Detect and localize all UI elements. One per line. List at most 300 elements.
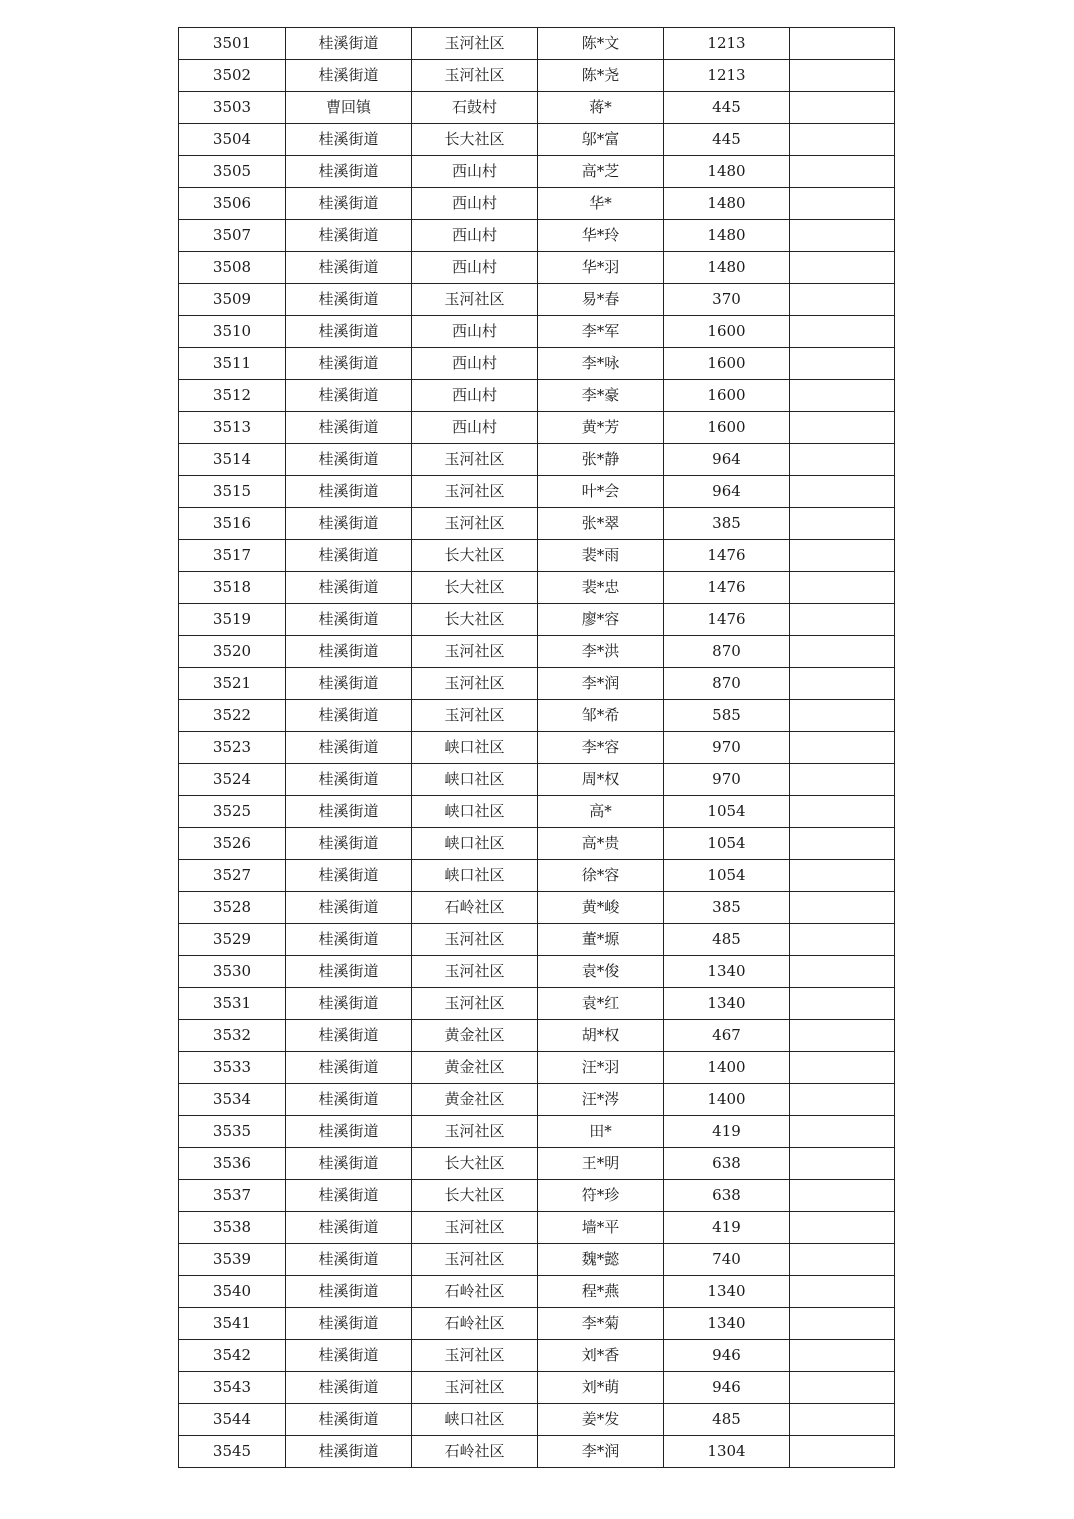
community-cell: 玉河社区 (412, 700, 538, 732)
remark-cell (790, 732, 895, 764)
serial-number-cell: 3542 (179, 1340, 286, 1372)
serial-number-cell: 3543 (179, 1372, 286, 1404)
remark-cell (790, 412, 895, 444)
community-cell: 石鼓村 (412, 92, 538, 124)
community-cell: 峡口社区 (412, 796, 538, 828)
town-cell: 桂溪街道 (286, 988, 412, 1020)
town-cell: 桂溪街道 (286, 796, 412, 828)
amount-cell: 419 (664, 1212, 790, 1244)
serial-number-cell: 3531 (179, 988, 286, 1020)
serial-number-cell: 3517 (179, 540, 286, 572)
amount-cell: 467 (664, 1020, 790, 1052)
amount-cell: 740 (664, 1244, 790, 1276)
community-cell: 西山村 (412, 316, 538, 348)
remark-cell (790, 284, 895, 316)
remark-cell (790, 28, 895, 60)
name-cell: 王*明 (538, 1148, 664, 1180)
name-cell: 张*翠 (538, 508, 664, 540)
table-row (179, 1180, 895, 1212)
remark-cell (790, 828, 895, 860)
table-row (179, 604, 895, 636)
remark-cell (790, 476, 895, 508)
name-cell: 李*菊 (538, 1308, 664, 1340)
community-cell: 长大社区 (412, 540, 538, 572)
amount-cell: 1054 (664, 796, 790, 828)
table-row (179, 60, 895, 92)
serial-number-cell: 3545 (179, 1436, 286, 1468)
table-row (179, 1372, 895, 1404)
amount-cell: 1340 (664, 956, 790, 988)
town-cell: 桂溪街道 (286, 1372, 412, 1404)
serial-number-cell: 3514 (179, 444, 286, 476)
community-cell: 石岭社区 (412, 1308, 538, 1340)
remark-cell (790, 316, 895, 348)
serial-number-cell: 3535 (179, 1116, 286, 1148)
town-cell: 桂溪街道 (286, 540, 412, 572)
serial-number-cell: 3539 (179, 1244, 286, 1276)
remark-cell (790, 1244, 895, 1276)
table-row (179, 476, 895, 508)
community-cell: 长大社区 (412, 124, 538, 156)
amount-cell: 1480 (664, 252, 790, 284)
town-cell: 桂溪街道 (286, 1276, 412, 1308)
remark-cell (790, 380, 895, 412)
town-cell: 桂溪街道 (286, 604, 412, 636)
amount-cell: 1476 (664, 604, 790, 636)
table-row (179, 1116, 895, 1148)
serial-number-cell: 3544 (179, 1404, 286, 1436)
name-cell: 李*豪 (538, 380, 664, 412)
name-cell: 黄*峻 (538, 892, 664, 924)
amount-cell: 1600 (664, 316, 790, 348)
name-cell: 裴*忠 (538, 572, 664, 604)
remark-cell (790, 1212, 895, 1244)
town-cell: 桂溪街道 (286, 348, 412, 380)
community-cell: 玉河社区 (412, 444, 538, 476)
town-cell: 桂溪街道 (286, 1212, 412, 1244)
remark-cell (790, 700, 895, 732)
town-cell: 桂溪街道 (286, 380, 412, 412)
table-row (179, 156, 895, 188)
name-cell: 李*容 (538, 732, 664, 764)
table-row (179, 1212, 895, 1244)
table-row (179, 924, 895, 956)
town-cell: 桂溪街道 (286, 1436, 412, 1468)
name-cell: 胡*权 (538, 1020, 664, 1052)
town-cell: 桂溪街道 (286, 156, 412, 188)
amount-cell: 370 (664, 284, 790, 316)
table-row (179, 1276, 895, 1308)
community-cell: 长大社区 (412, 1148, 538, 1180)
amount-cell: 870 (664, 636, 790, 668)
name-cell: 周*权 (538, 764, 664, 796)
table-row (179, 188, 895, 220)
community-cell: 石岭社区 (412, 1436, 538, 1468)
serial-number-cell: 3524 (179, 764, 286, 796)
serial-number-cell: 3532 (179, 1020, 286, 1052)
serial-number-cell: 3503 (179, 92, 286, 124)
serial-number-cell: 3508 (179, 252, 286, 284)
amount-cell: 1600 (664, 348, 790, 380)
community-cell: 黄金社区 (412, 1052, 538, 1084)
name-cell: 汪*涔 (538, 1084, 664, 1116)
community-cell: 玉河社区 (412, 956, 538, 988)
amount-cell: 485 (664, 924, 790, 956)
table-row (179, 1244, 895, 1276)
serial-number-cell: 3537 (179, 1180, 286, 1212)
community-cell: 玉河社区 (412, 924, 538, 956)
community-cell: 玉河社区 (412, 476, 538, 508)
table-row (179, 444, 895, 476)
community-cell: 长大社区 (412, 1180, 538, 1212)
amount-cell: 946 (664, 1372, 790, 1404)
remark-cell (790, 1052, 895, 1084)
amount-cell: 1476 (664, 572, 790, 604)
table-row (179, 252, 895, 284)
remark-cell (790, 924, 895, 956)
town-cell: 桂溪街道 (286, 1084, 412, 1116)
name-cell: 华*玲 (538, 220, 664, 252)
amount-cell: 1400 (664, 1052, 790, 1084)
serial-number-cell: 3522 (179, 700, 286, 732)
amount-cell: 1600 (664, 380, 790, 412)
name-cell: 李*洪 (538, 636, 664, 668)
amount-cell: 964 (664, 476, 790, 508)
serial-number-cell: 3518 (179, 572, 286, 604)
town-cell: 桂溪街道 (286, 1340, 412, 1372)
serial-number-cell: 3509 (179, 284, 286, 316)
serial-number-cell: 3530 (179, 956, 286, 988)
remark-cell (790, 1084, 895, 1116)
serial-number-cell: 3526 (179, 828, 286, 860)
name-cell: 李*咏 (538, 348, 664, 380)
amount-cell: 946 (664, 1340, 790, 1372)
amount-cell: 638 (664, 1148, 790, 1180)
community-cell: 玉河社区 (412, 284, 538, 316)
town-cell: 桂溪街道 (286, 1020, 412, 1052)
amount-cell: 1213 (664, 60, 790, 92)
town-cell: 桂溪街道 (286, 316, 412, 348)
amount-cell: 1213 (664, 28, 790, 60)
document-page (178, 27, 894, 1468)
town-cell: 桂溪街道 (286, 956, 412, 988)
amount-cell: 1054 (664, 828, 790, 860)
remark-cell (790, 156, 895, 188)
remark-cell (790, 92, 895, 124)
serial-number-cell: 3510 (179, 316, 286, 348)
name-cell: 田* (538, 1116, 664, 1148)
name-cell: 徐*容 (538, 860, 664, 892)
town-cell: 桂溪街道 (286, 508, 412, 540)
amount-cell: 1304 (664, 1436, 790, 1468)
town-cell: 桂溪街道 (286, 636, 412, 668)
table-row (179, 380, 895, 412)
community-cell: 西山村 (412, 380, 538, 412)
table-row (179, 28, 895, 60)
town-cell: 桂溪街道 (286, 444, 412, 476)
name-cell: 高*芝 (538, 156, 664, 188)
remark-cell (790, 60, 895, 92)
table-row (179, 1404, 895, 1436)
amount-cell: 445 (664, 92, 790, 124)
community-cell: 峡口社区 (412, 860, 538, 892)
table-row (179, 828, 895, 860)
community-cell: 玉河社区 (412, 988, 538, 1020)
name-cell: 易*春 (538, 284, 664, 316)
amount-cell: 870 (664, 668, 790, 700)
name-cell: 华*羽 (538, 252, 664, 284)
town-cell: 桂溪街道 (286, 572, 412, 604)
town-cell: 桂溪街道 (286, 732, 412, 764)
town-cell: 桂溪街道 (286, 1404, 412, 1436)
table-row (179, 892, 895, 924)
remark-cell (790, 796, 895, 828)
remark-cell (790, 1180, 895, 1212)
amount-cell: 638 (664, 1180, 790, 1212)
town-cell: 桂溪街道 (286, 828, 412, 860)
serial-number-cell: 3519 (179, 604, 286, 636)
community-cell: 玉河社区 (412, 1372, 538, 1404)
name-cell: 高* (538, 796, 664, 828)
table-row (179, 540, 895, 572)
table-row (179, 668, 895, 700)
community-cell: 峡口社区 (412, 828, 538, 860)
town-cell: 桂溪街道 (286, 1308, 412, 1340)
town-cell: 桂溪街道 (286, 124, 412, 156)
remark-cell (790, 252, 895, 284)
remark-cell (790, 1020, 895, 1052)
serial-number-cell: 3511 (179, 348, 286, 380)
remark-cell (790, 1148, 895, 1180)
table-row (179, 316, 895, 348)
remark-cell (790, 572, 895, 604)
serial-number-cell: 3523 (179, 732, 286, 764)
name-cell: 董*塬 (538, 924, 664, 956)
serial-number-cell: 3533 (179, 1052, 286, 1084)
community-cell: 峡口社区 (412, 764, 538, 796)
name-cell: 黄*芳 (538, 412, 664, 444)
serial-number-cell: 3513 (179, 412, 286, 444)
table-row (179, 764, 895, 796)
table-row (179, 284, 895, 316)
name-cell: 高*贵 (538, 828, 664, 860)
table-row (179, 124, 895, 156)
amount-cell: 445 (664, 124, 790, 156)
amount-cell: 1476 (664, 540, 790, 572)
community-cell: 长大社区 (412, 572, 538, 604)
name-cell: 汪*羽 (538, 1052, 664, 1084)
name-cell: 墙*平 (538, 1212, 664, 1244)
roster-table (178, 27, 895, 1468)
remark-cell (790, 764, 895, 796)
serial-number-cell: 3501 (179, 28, 286, 60)
serial-number-cell: 3506 (179, 188, 286, 220)
serial-number-cell: 3520 (179, 636, 286, 668)
remark-cell (790, 1436, 895, 1468)
name-cell: 袁*俊 (538, 956, 664, 988)
town-cell: 桂溪街道 (286, 252, 412, 284)
community-cell: 黄金社区 (412, 1020, 538, 1052)
serial-number-cell: 3538 (179, 1212, 286, 1244)
table-row (179, 956, 895, 988)
table-row (179, 1020, 895, 1052)
roster-table-body (179, 28, 895, 1468)
amount-cell: 419 (664, 1116, 790, 1148)
community-cell: 长大社区 (412, 604, 538, 636)
community-cell: 玉河社区 (412, 668, 538, 700)
serial-number-cell: 3534 (179, 1084, 286, 1116)
name-cell: 裴*雨 (538, 540, 664, 572)
name-cell: 李*润 (538, 1436, 664, 1468)
serial-number-cell: 3516 (179, 508, 286, 540)
town-cell: 桂溪街道 (286, 1180, 412, 1212)
table-row (179, 1340, 895, 1372)
remark-cell (790, 1276, 895, 1308)
town-cell: 曹回镇 (286, 92, 412, 124)
table-row (179, 700, 895, 732)
name-cell: 张*静 (538, 444, 664, 476)
serial-number-cell: 3527 (179, 860, 286, 892)
serial-number-cell: 3502 (179, 60, 286, 92)
community-cell: 峡口社区 (412, 1404, 538, 1436)
community-cell: 玉河社区 (412, 1116, 538, 1148)
amount-cell: 970 (664, 764, 790, 796)
remark-cell (790, 1340, 895, 1372)
name-cell: 刘*萌 (538, 1372, 664, 1404)
town-cell: 桂溪街道 (286, 284, 412, 316)
name-cell: 姜*发 (538, 1404, 664, 1436)
community-cell: 石岭社区 (412, 1276, 538, 1308)
remark-cell (790, 636, 895, 668)
amount-cell: 1340 (664, 1276, 790, 1308)
town-cell: 桂溪街道 (286, 1148, 412, 1180)
amount-cell: 970 (664, 732, 790, 764)
community-cell: 西山村 (412, 412, 538, 444)
remark-cell (790, 860, 895, 892)
town-cell: 桂溪街道 (286, 700, 412, 732)
serial-number-cell: 3541 (179, 1308, 286, 1340)
town-cell: 桂溪街道 (286, 668, 412, 700)
community-cell: 峡口社区 (412, 732, 538, 764)
table-row (179, 1052, 895, 1084)
remark-cell (790, 892, 895, 924)
community-cell: 玉河社区 (412, 28, 538, 60)
table-row (179, 92, 895, 124)
remark-cell (790, 124, 895, 156)
serial-number-cell: 3515 (179, 476, 286, 508)
remark-cell (790, 508, 895, 540)
table-row (179, 636, 895, 668)
serial-number-cell: 3536 (179, 1148, 286, 1180)
serial-number-cell: 3521 (179, 668, 286, 700)
town-cell: 桂溪街道 (286, 1116, 412, 1148)
town-cell: 桂溪街道 (286, 764, 412, 796)
name-cell: 邬*富 (538, 124, 664, 156)
amount-cell: 964 (664, 444, 790, 476)
amount-cell: 1600 (664, 412, 790, 444)
remark-cell (790, 988, 895, 1020)
remark-cell (790, 444, 895, 476)
community-cell: 西山村 (412, 348, 538, 380)
town-cell: 桂溪街道 (286, 28, 412, 60)
serial-number-cell: 3540 (179, 1276, 286, 1308)
community-cell: 玉河社区 (412, 1340, 538, 1372)
table-row (179, 988, 895, 1020)
amount-cell: 1054 (664, 860, 790, 892)
community-cell: 西山村 (412, 220, 538, 252)
amount-cell: 1480 (664, 220, 790, 252)
amount-cell: 1400 (664, 1084, 790, 1116)
serial-number-cell: 3525 (179, 796, 286, 828)
town-cell: 桂溪街道 (286, 892, 412, 924)
serial-number-cell: 3507 (179, 220, 286, 252)
amount-cell: 485 (664, 1404, 790, 1436)
town-cell: 桂溪街道 (286, 220, 412, 252)
community-cell: 玉河社区 (412, 1212, 538, 1244)
town-cell: 桂溪街道 (286, 476, 412, 508)
community-cell: 玉河社区 (412, 636, 538, 668)
community-cell: 西山村 (412, 188, 538, 220)
community-cell: 西山村 (412, 156, 538, 188)
name-cell: 李*军 (538, 316, 664, 348)
name-cell: 陈*文 (538, 28, 664, 60)
table-row (179, 1436, 895, 1468)
remark-cell (790, 1116, 895, 1148)
table-row (179, 796, 895, 828)
table-row (179, 412, 895, 444)
community-cell: 石岭社区 (412, 892, 538, 924)
community-cell: 玉河社区 (412, 60, 538, 92)
serial-number-cell: 3504 (179, 124, 286, 156)
table-row (179, 348, 895, 380)
name-cell: 李*润 (538, 668, 664, 700)
town-cell: 桂溪街道 (286, 188, 412, 220)
name-cell: 蒋* (538, 92, 664, 124)
table-row (179, 1084, 895, 1116)
remark-cell (790, 1308, 895, 1340)
remark-cell (790, 1404, 895, 1436)
remark-cell (790, 1372, 895, 1404)
name-cell: 符*珍 (538, 1180, 664, 1212)
name-cell: 程*燕 (538, 1276, 664, 1308)
community-cell: 玉河社区 (412, 508, 538, 540)
amount-cell: 1340 (664, 988, 790, 1020)
name-cell: 陈*尧 (538, 60, 664, 92)
amount-cell: 385 (664, 892, 790, 924)
name-cell: 刘*香 (538, 1340, 664, 1372)
amount-cell: 585 (664, 700, 790, 732)
community-cell: 玉河社区 (412, 1244, 538, 1276)
name-cell: 廖*容 (538, 604, 664, 636)
table-row (179, 732, 895, 764)
name-cell: 叶*会 (538, 476, 664, 508)
remark-cell (790, 668, 895, 700)
serial-number-cell: 3512 (179, 380, 286, 412)
table-row (179, 508, 895, 540)
town-cell: 桂溪街道 (286, 860, 412, 892)
table-row (179, 1308, 895, 1340)
town-cell: 桂溪街道 (286, 924, 412, 956)
serial-number-cell: 3505 (179, 156, 286, 188)
remark-cell (790, 220, 895, 252)
table-row (179, 572, 895, 604)
town-cell: 桂溪街道 (286, 412, 412, 444)
amount-cell: 1340 (664, 1308, 790, 1340)
remark-cell (790, 348, 895, 380)
table-row (179, 860, 895, 892)
town-cell: 桂溪街道 (286, 1244, 412, 1276)
community-cell: 黄金社区 (412, 1084, 538, 1116)
